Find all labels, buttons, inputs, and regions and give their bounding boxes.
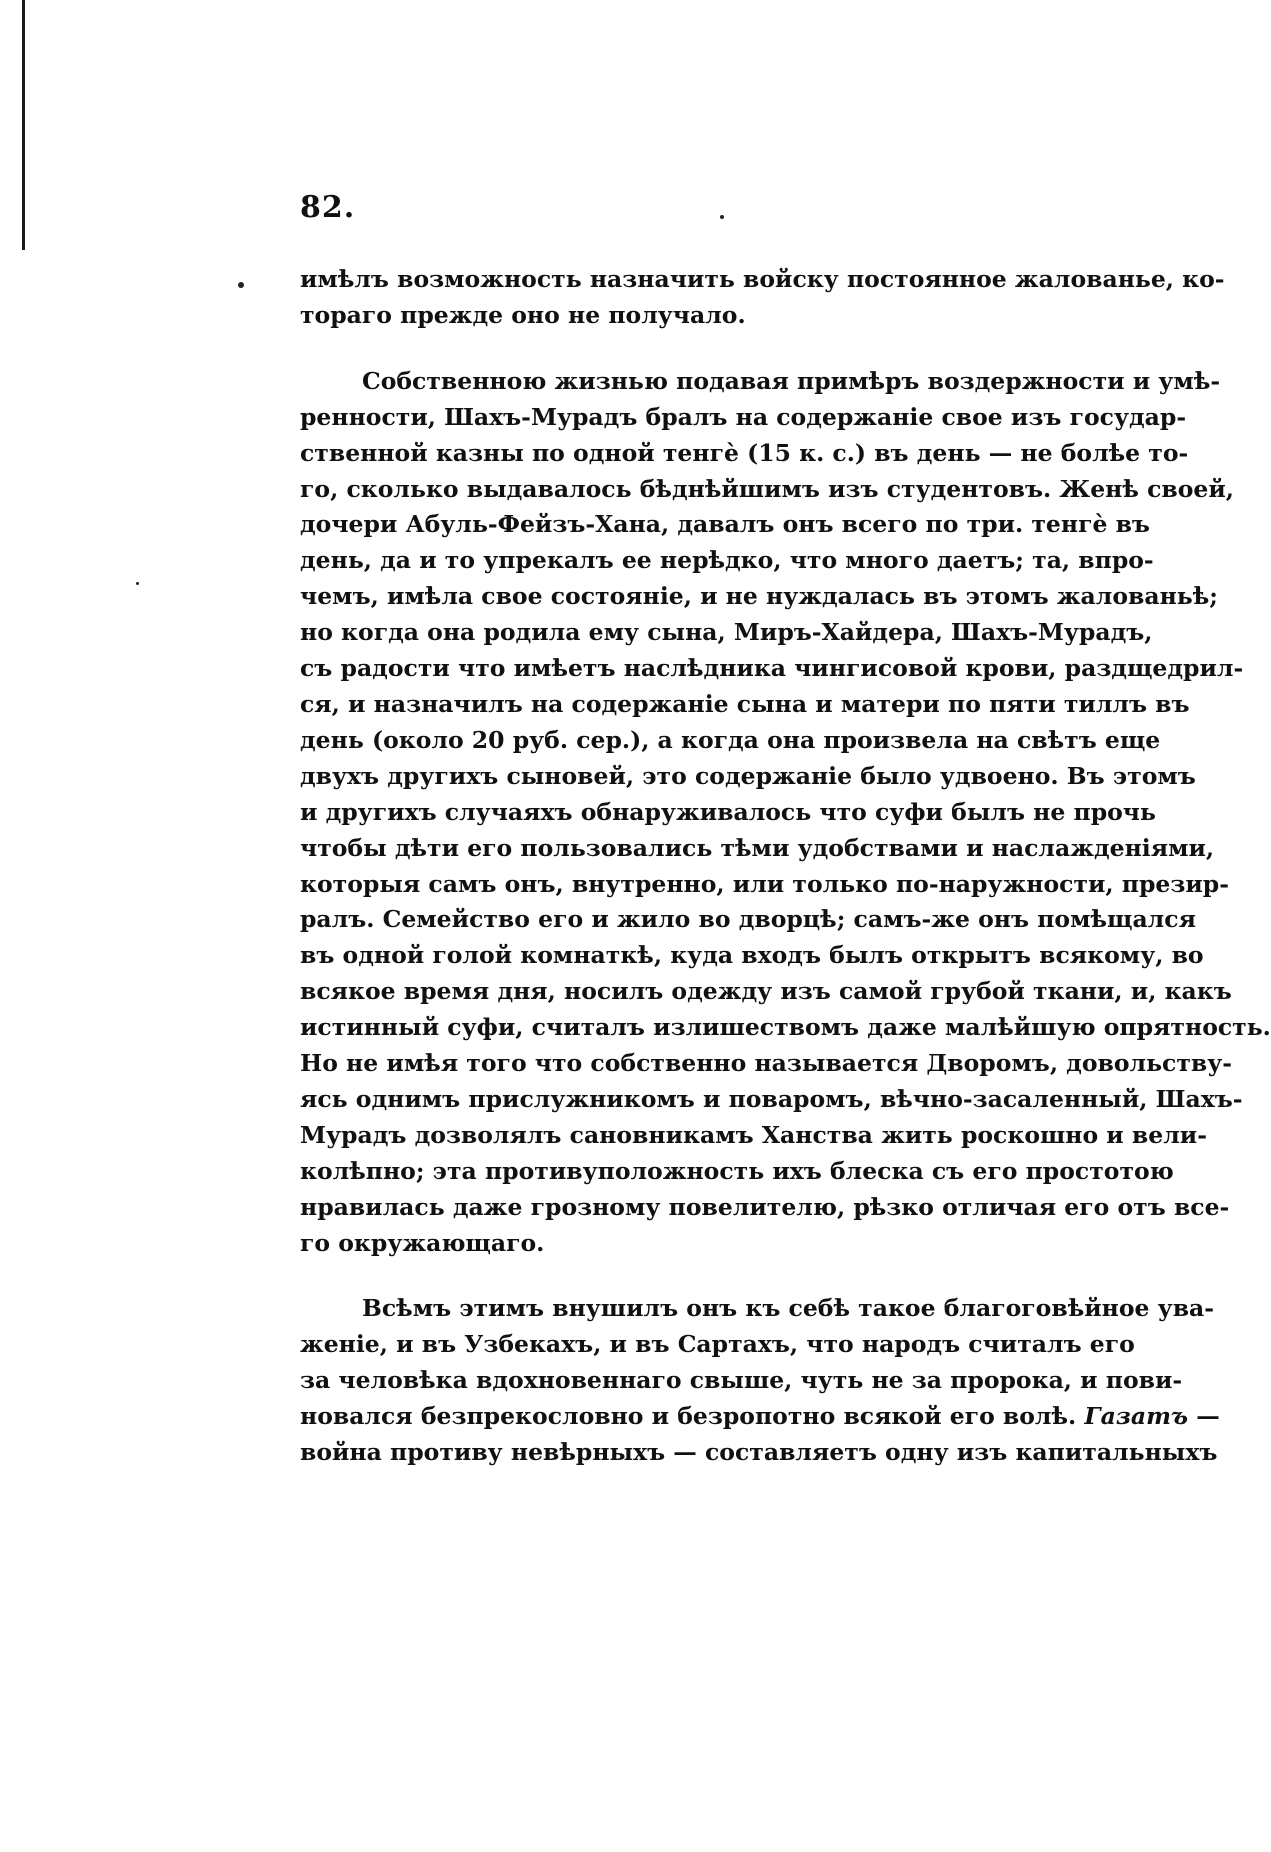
text-line: но когда она родила ему сына, Миръ-Хайдера, Шахъ-Мурадъ, (300, 618, 1153, 647)
text-line: ралъ. Семейство его и жило во дворцѣ; самъ-же онъ помѣщался (300, 905, 1196, 934)
text-line: съ радости что имѣетъ наслѣдника чингисовой крови, раздщедрил- (300, 654, 1244, 683)
text-line: дочери Абуль-Фейзъ-Хана, давалъ онъ всего по три. тенгѐ въ (300, 510, 1150, 539)
body-text (300, 262, 1271, 1471)
paragraph-3 (300, 1291, 1220, 1471)
text-line: Собственною жизнью подавая примѣръ воздержности и умѣ- (362, 366, 1221, 395)
text-line: тораго прежде оно не получало. (300, 300, 746, 329)
text-line: ясь однимъ прислужникомъ и поваромъ, вѣчно-засаленный, Шахъ- (300, 1084, 1243, 1113)
paragraph-1 (300, 262, 1225, 334)
text-line: го, сколько выдавалось бѣднѣйшимъ изъ студентовъ. Женѣ своей, (300, 474, 1234, 503)
scan-speck (720, 215, 724, 219)
text-line: Но не имѣя того что собственно называется Дворомъ, довольству- (300, 1049, 1233, 1078)
scan-speck (136, 582, 139, 585)
text-line: которыя самъ онъ, внутренно, или только по-наружности, презир- (300, 869, 1229, 898)
page-number: 82. (300, 190, 356, 225)
text-line: колѣпно; эта противуположность ихъ блеска съ его простотою (300, 1156, 1174, 1185)
scan-speck (238, 282, 244, 288)
text-span: — (1188, 1402, 1220, 1431)
text-line: за человѣка вдохновеннаго свыше, чуть не за пророка, и пови- (300, 1366, 1183, 1395)
text-line: всякое время дня, носилъ одежду изъ самой грубой ткани, и, какъ (300, 977, 1232, 1006)
text-line: день, да и то упрекалъ ее нерѣдко, что много даетъ; та, впро- (300, 546, 1154, 575)
text-span: новался безпрекословно и безропотно всякой его волѣ. (300, 1402, 1077, 1431)
italic-term: Газатъ (1084, 1402, 1189, 1431)
text-line: ся, и назначилъ на содержаніе сына и матери по пяти тиллъ въ (300, 689, 1190, 718)
text-line: нравилась даже грозному повелителю, рѣзко отличая его отъ все- (300, 1192, 1230, 1221)
text-line: ственной казны по одной тенгѐ (15 к. с.) въ день — не болѣе то- (300, 438, 1189, 467)
text-line: го окружающаго. (300, 1228, 545, 1257)
text-line: ренности, Шахъ-Мурадъ бралъ на содержаніе свое изъ государ- (300, 402, 1187, 431)
text-line: и другихъ случаяхъ обнаруживалось что суфи былъ не прочь (300, 797, 1156, 826)
binding-edge-line (22, 0, 25, 250)
text-line: двухъ другихъ сыновей, это содержаніе было удвоено. Въ этомъ (300, 761, 1196, 790)
text-line: чтобы дѣти его пользовались тѣми удобствами и наслажденіями, (300, 833, 1215, 862)
text-line: день (около 20 руб. сер.), а когда она произвела на свѣтъ еще (300, 725, 1161, 754)
text-line: женіе, и въ Узбекахъ, и въ Сартахъ, что народъ считалъ его (300, 1330, 1135, 1359)
text-line (300, 1399, 1220, 1435)
text-line: истинный суфи, считалъ излишествомъ даже малѣйшую опрятность. (300, 1013, 1271, 1042)
text-line: Мурадъ дозволялъ сановникамъ Ханства жить роскошно и вели- (300, 1120, 1207, 1149)
text-line: чемъ, имѣла свое состояніе, и не нуждалась въ этомъ жалованьѣ; (300, 582, 1218, 611)
text-line: въ одной голой комнаткѣ, куда входъ былъ открытъ всякому, во (300, 941, 1204, 970)
text-line: война противу невѣрныхъ — составляетъ одну изъ капитальныхъ (300, 1438, 1218, 1467)
text-line: имѣлъ возможность назначить войску постоянное жалованье, ко- (300, 265, 1225, 293)
text-line: Всѣмъ этимъ внушилъ онъ къ себѣ такое благоговѣйное ува- (362, 1294, 1215, 1323)
paragraph-2 (300, 364, 1271, 1262)
